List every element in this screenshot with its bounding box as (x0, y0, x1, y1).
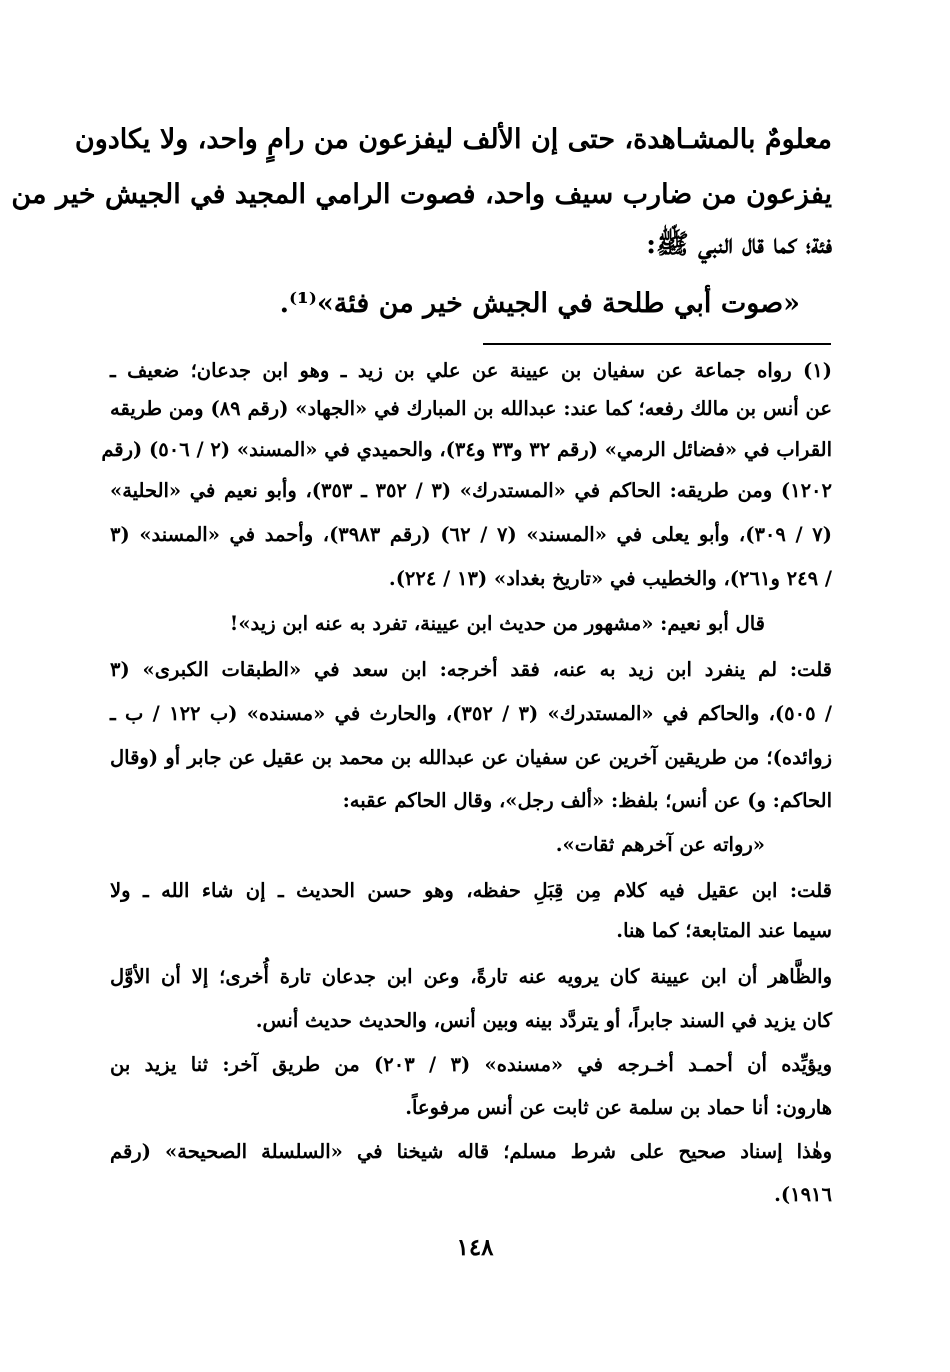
hadith-quote: «صوت أبي طلحة في الجيش خير من فئة»⁽¹⁾. (279, 288, 800, 319)
footnote-line: «رواته عن آخرهم ثقات». (555, 833, 765, 856)
footnote-line: عن أنس بن مالك رفعه؛ كما عند: عبدالله بن المبارك في «الجهاد» (رقم ٨٩) ومن طريقه (110, 397, 832, 420)
footnote-line: قال أبو نعيم: «مشهور من حديث ابن عيينة، تفرد به عنه ابن زيد»! (229, 612, 765, 635)
main-text-line: يفزعون من ضارب سيف واحد، فصوت الرامي المجيد في الجيش خير من (11, 179, 832, 210)
main-text-line: فئة؛ كما قال النبي ﷺ: (646, 229, 832, 260)
page-number: ١٤٨ (456, 1234, 494, 1261)
footnote-line: (١) رواه جماعة عن سفيان بن عيينة عن علي بن زيد ـ وهو ابن جدعان؛ ضعيف ـ (110, 359, 832, 382)
footnote-line: قلت: ابن عقيل فيه كلام مِن قِبَلِ حفظه، وهو حسن الحديث ـ إن شاء الله ـ ولا (110, 879, 832, 902)
footnote-line: ١٩١٦). (774, 1183, 832, 1206)
footnote-separator (483, 343, 831, 345)
footnote-line: وهٰذا إسناد صحيح على شرط مسلم؛ قاله شيخنا في «السلسلة الصحيحة» (رقم (110, 1140, 832, 1163)
footnote-line: ١٢٠٢) ومن طريقه: الحاكم في «المستدرك» (٣ / ٣٥٢ ـ ٣٥٣)، وأبو نعيم في «الحلية» (110, 479, 833, 502)
footnote-line: هارون: أنا حماد بن سلمة عن ثابت عن أنس مرفوعاً. (405, 1096, 832, 1119)
footnote-line: زوائده)؛ من طريقين آخرين عن سفيان عن عبدالله بن محمد بن عقيل عن جابر أو (وقال (110, 746, 832, 769)
footnote-line: القراب في «فضائل الرمي» (رقم ٣٢ و٣٣ و٣٤)، والحميدي في «المسند» (٢ / ٥٠٦) (رقم (101, 438, 832, 461)
footnote-line: / ٢٤٩ و٢٦١)، والخطيب في «تاريخ بغداد» (١٣ / ٢٢٤). (388, 567, 832, 590)
footnote-line: والظَّاهر أن ابن عيينة كان يرويه عنه تارةً، وعن ابن جدعان تارة أُخرى؛ إلا أن الأوَّل (110, 965, 832, 988)
footnote-line: كان يزيد في السند جابراً، أو يتردَّد بينه وبين أنس، والحديث حديث أنس. (255, 1009, 832, 1032)
footnote-line: الحاكم: و) عن أنس؛ بلفظ: «ألف رجل»، وقال الحاكم عقبه: (342, 789, 832, 812)
footnote-line: سيما عند المتابعة؛ كما هنا. (616, 919, 832, 942)
footnote-line: (٧ / ٣٠٩)، وأبو يعلى في «المسند» (٧ / ٦٢) (رقم ٣٩٨٣)، وأحمد في «المسند» (٣ (110, 523, 832, 546)
footnote-line: / ٥٠٥)، والحاكم في «المستدرك» (٣ / ٣٥٢)، والحارث في «مسنده» (ب ١٢٢ / ب ـ (110, 702, 832, 725)
footnote-line: ويؤيِّده أن أحمـد أخـرجه في «مسنده» (٣ / ٢٠٣) من طريق آخر: ثنا يزيد بن (110, 1053, 833, 1076)
footnote-line: قلت: لم ينفرد ابن زيد به عنه، فقد أخرجه: ابن سعد في «الطبقات الكبرى» (٣ (110, 658, 832, 681)
main-text-line: معلومٌ بالمشـاهدة، حتى إن الألف ليفزعون من رامٍ واحد، ولا يكادون (74, 124, 832, 155)
